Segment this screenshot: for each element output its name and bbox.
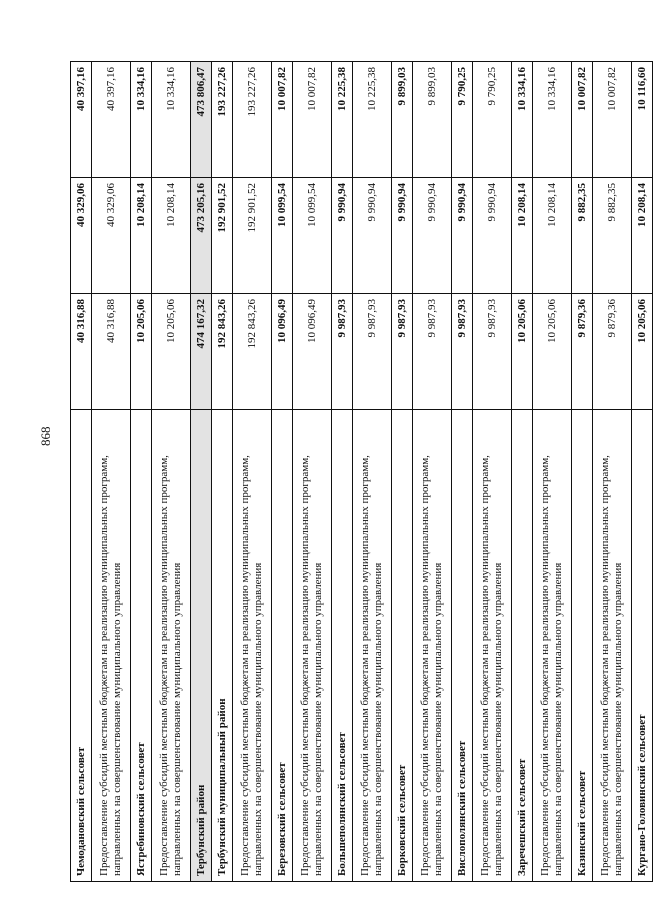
table-row — [593, 62, 632, 882]
value-cell-3: 9 899,03 — [392, 62, 413, 178]
table-row-heading — [632, 62, 653, 882]
row-name-cell: Предоставление субсидий местным бюджетам на реализацию муниципальных программ, направленных на совершенствование муниципального управления — [533, 410, 572, 882]
value-cell-2: 473 205,16 — [191, 178, 212, 294]
row-name-cell: Тербунский район — [191, 410, 212, 882]
page-number: 868 — [38, 426, 53, 446]
value-cell-1: 10 205,06 — [152, 294, 191, 410]
value-cell-2: 10 208,14 — [632, 178, 653, 294]
value-cell-1: 9 987,93 — [413, 294, 452, 410]
value-cell-3: 40 397,16 — [92, 62, 131, 178]
value-cell-3: 10 334,16 — [152, 62, 191, 178]
value-cell-2: 9 990,94 — [413, 178, 452, 294]
row-name-cell: Предоставление субсидий местным бюджетам на реализацию муниципальных программ, направленных на совершенствование муниципального управления — [593, 410, 632, 882]
table-row-heading — [392, 62, 413, 882]
value-cell-2: 40 329,06 — [71, 178, 92, 294]
table-row — [533, 62, 572, 882]
value-cell-2: 10 208,14 — [152, 178, 191, 294]
value-cell-3: 10 225,38 — [353, 62, 392, 178]
value-cell-3: 9 790,25 — [452, 62, 473, 178]
row-name-cell: Казинский сельсовет — [572, 410, 593, 882]
value-cell-3: 10 116,60 — [632, 62, 653, 178]
value-cell-2: 9 990,94 — [452, 178, 473, 294]
row-name-cell: Предоставление субсидий местным бюджетам на реализацию муниципальных программ, направленных на совершенствование муниципального управления — [152, 410, 191, 882]
value-cell-3: 9 790,25 — [473, 62, 512, 178]
value-cell-2: 192 901,52 — [212, 178, 233, 294]
table-row — [233, 62, 272, 882]
value-cell-3: 9 899,03 — [413, 62, 452, 178]
table-row-heading — [131, 62, 152, 882]
table-row — [92, 62, 131, 882]
value-cell-3: 10 007,82 — [593, 62, 632, 178]
row-name-cell: Предоставление субсидий местным бюджетам на реализацию муниципальных программ, направленных на совершенствование муниципального управления — [293, 410, 332, 882]
table-row-heading — [71, 62, 92, 882]
value-cell-2: 9 990,94 — [353, 178, 392, 294]
value-cell-1: 10 205,06 — [533, 294, 572, 410]
value-cell-2: 10 208,14 — [512, 178, 533, 294]
value-cell-1: 192 843,26 — [212, 294, 233, 410]
value-cell-2: 9 990,94 — [332, 178, 353, 294]
value-cell-1: 10 205,06 — [131, 294, 152, 410]
table-row — [353, 62, 392, 882]
row-name-cell: Борковский сельсовет — [392, 410, 413, 882]
value-cell-1: 9 879,36 — [572, 294, 593, 410]
row-name-cell: Тербунский муниципальный район — [212, 410, 233, 882]
table-row-heading — [452, 62, 473, 882]
value-cell-2: 9 990,94 — [473, 178, 512, 294]
row-name-cell: Предоставление субсидий местным бюджетам на реализацию муниципальных программ, направленных на совершенствование муниципального управления — [413, 410, 452, 882]
value-cell-1: 40 316,88 — [92, 294, 131, 410]
budget-table-body — [71, 62, 653, 882]
row-name-cell: Заречешский сельсовет — [512, 410, 533, 882]
table-row — [413, 62, 452, 882]
value-cell-1: 10 096,49 — [293, 294, 332, 410]
budget-table — [70, 61, 653, 882]
value-cell-3: 10 007,82 — [272, 62, 293, 178]
value-cell-2: 40 329,06 — [92, 178, 131, 294]
row-name-cell: Вислополянский сельсовет — [452, 410, 473, 882]
value-cell-3: 40 397,16 — [71, 62, 92, 178]
value-cell-3: 10 225,38 — [332, 62, 353, 178]
value-cell-1: 9 987,93 — [452, 294, 473, 410]
row-name-cell: Чемодановский сельсовет — [71, 410, 92, 882]
row-name-cell: Предоставление субсидий местным бюджетам на реализацию муниципальных программ, направленных на совершенствование муниципального управления — [473, 410, 512, 882]
table-row-heading — [212, 62, 233, 882]
value-cell-3: 473 806,47 — [191, 62, 212, 178]
value-cell-1: 474 167,32 — [191, 294, 212, 410]
value-cell-3: 10 007,82 — [293, 62, 332, 178]
row-name-cell: Большеполянский сельсовет — [332, 410, 353, 882]
value-cell-3: 193 227,26 — [233, 62, 272, 178]
value-cell-1: 9 987,93 — [353, 294, 392, 410]
table-row-heading — [512, 62, 533, 882]
table-row-heading — [191, 62, 212, 882]
table-row-heading — [572, 62, 593, 882]
row-name-cell: Кургано-Головинский сельсовет — [632, 410, 653, 882]
value-cell-1: 192 843,26 — [233, 294, 272, 410]
value-cell-2: 9 990,94 — [392, 178, 413, 294]
value-cell-2: 9 882,35 — [593, 178, 632, 294]
row-name-cell: Предоставление субсидий местным бюджетам на реализацию муниципальных программ, направленных на совершенствование муниципального управления — [353, 410, 392, 882]
table-row-heading — [272, 62, 293, 882]
value-cell-3: 10 334,16 — [131, 62, 152, 178]
value-cell-1: 9 987,93 — [332, 294, 353, 410]
value-cell-1: 10 205,06 — [512, 294, 533, 410]
row-name-cell: Предоставление субсидий местным бюджетам на реализацию муниципальных программ, направленных на совершенствование муниципального управления — [92, 410, 131, 882]
value-cell-1: 10 205,06 — [632, 294, 653, 410]
value-cell-2: 9 882,35 — [572, 178, 593, 294]
table-row-heading — [332, 62, 353, 882]
value-cell-2: 10 208,14 — [131, 178, 152, 294]
value-cell-3: 10 007,82 — [572, 62, 593, 178]
value-cell-1: 40 316,88 — [71, 294, 92, 410]
value-cell-1: 10 096,49 — [272, 294, 293, 410]
value-cell-2: 192 901,52 — [233, 178, 272, 294]
row-name-cell: Ястребиновский сельсовет — [131, 410, 152, 882]
row-name-cell: Березовский сельсовет — [272, 410, 293, 882]
value-cell-2: 10 208,14 — [533, 178, 572, 294]
value-cell-3: 10 334,16 — [533, 62, 572, 178]
value-cell-1: 9 879,36 — [593, 294, 632, 410]
row-name-cell: Предоставление субсидий местным бюджетам на реализацию муниципальных программ, направленных на совершенствование муниципального управления — [233, 410, 272, 882]
table-row — [473, 62, 512, 882]
value-cell-2: 10 099,54 — [272, 178, 293, 294]
table-row — [152, 62, 191, 882]
value-cell-2: 10 099,54 — [293, 178, 332, 294]
budget-table-container — [70, 62, 648, 882]
value-cell-1: 9 987,93 — [473, 294, 512, 410]
table-row — [293, 62, 332, 882]
value-cell-3: 10 334,16 — [512, 62, 533, 178]
value-cell-1: 9 987,93 — [392, 294, 413, 410]
value-cell-3: 193 227,26 — [212, 62, 233, 178]
